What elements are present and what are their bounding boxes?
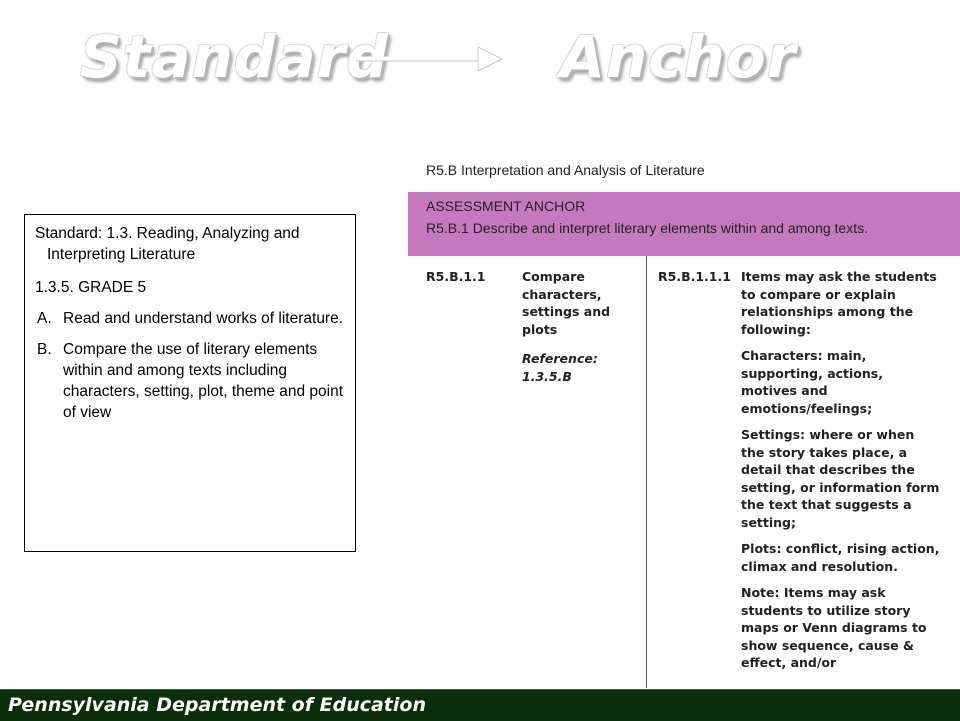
detail-paragraph: [741, 584, 941, 672]
detail-paragraph: [741, 347, 941, 417]
item-letter: B.: [37, 341, 52, 358]
item-text: Read and understand works of literature.: [63, 310, 344, 327]
detail-text: Items may ask students to utilize story maps or Venn diagrams to show sequence, cause & effect, and/or: [741, 585, 927, 670]
arrow-right-icon: [354, 44, 504, 74]
title-anchor: Anchor: [560, 23, 797, 91]
standard-item: [35, 339, 345, 423]
detail-column: [741, 268, 941, 681]
column-divider: [646, 256, 647, 688]
grade-label: 1.3.5. GRADE 5: [35, 279, 147, 296]
standard-item: [35, 308, 345, 329]
item-text: Compare the use of literary elements within and among texts including characters, setting, plot, theme and point of view: [63, 341, 344, 421]
assessment-anchor-text: R5.B.1 Describe and interpret literary elements within and among texts.: [426, 220, 868, 236]
assessment-anchor-band: [408, 192, 960, 256]
title-standard: Standard: [80, 23, 389, 91]
detail-label: Plots:: [741, 541, 782, 556]
detail-text: main, supporting, actions, motives and emotions/feelings;: [741, 348, 883, 416]
detail-code: R5.B.1.1.1: [658, 269, 731, 284]
standard-box: [24, 214, 356, 552]
detail-label: Settings:: [741, 427, 806, 442]
strand-title: R5.B Interpretation and Analysis of Literature: [426, 162, 705, 178]
footer-bar: [0, 689, 960, 721]
detail-paragraph: [741, 540, 941, 575]
item-letter: A.: [37, 310, 52, 327]
eligible-content-description: [522, 268, 632, 385]
eligible-content-grid: [408, 256, 960, 688]
detail-paragraph: [741, 426, 941, 531]
detail-intro: Items may ask the students to compare or explain relationships among the following:: [741, 269, 937, 337]
eligible-content-code: R5.B.1.1: [426, 269, 486, 284]
detail-label: Characters:: [741, 348, 823, 363]
footer-title: Pennsylvania Department of Education: [8, 694, 426, 716]
detail-label: Note:: [741, 585, 780, 600]
detail-text: where or when the story takes place, a detail that describes the setting, or information form the text that suggests a setting;: [741, 427, 940, 530]
reference-text: Reference: 1.3.5.B: [522, 351, 598, 384]
assessment-anchor-label: ASSESSMENT ANCHOR: [426, 198, 586, 214]
description-text: Compare characters, settings and plots: [522, 269, 611, 337]
standard-heading: Standard: 1.3. Reading, Analyzing and Interpreting Literature: [35, 225, 300, 263]
detail-text: conflict, rising action, climax and resolution.: [741, 541, 940, 574]
